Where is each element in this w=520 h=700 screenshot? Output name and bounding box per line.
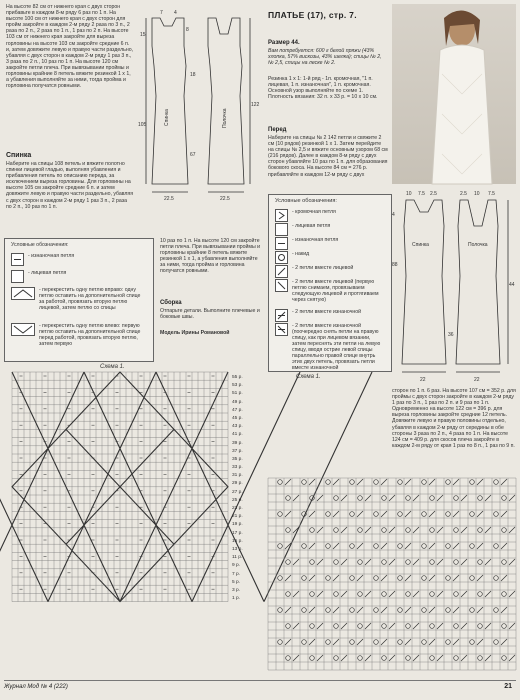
yarn-over-mark [398,576,403,581]
legend-right-box [268,194,392,372]
row-number-label: 19 р. [232,522,243,528]
pattern-diagram-a [138,6,258,206]
dim-a-1: 7 [160,10,163,16]
yarn-over-mark [374,640,379,645]
legend-row-cross-left [11,323,145,347]
legend-row-p2tog-tbl [275,323,384,369]
yarn-over-mark [478,528,483,533]
dim-a-0: 15 [140,32,146,38]
row-number-label: 35 р. [232,456,243,462]
dim-a-9: 22.5 [220,196,230,202]
yarn-over-mark [334,656,339,661]
dim-b-3: 2.5 [460,191,467,197]
yarn-over-mark [430,624,435,629]
row-number-label: 43 р. [232,424,243,430]
dim-a-5: 122 [251,102,260,108]
legend-row-cross-right [11,287,145,311]
yarn-over-mark [470,544,475,549]
knit-symbol [11,270,24,283]
yarn-over-mark [286,560,291,565]
yarn-over-mark [382,560,387,565]
row-number-label: 9 р. [232,563,241,569]
row-number-label: 51 р. [232,391,243,397]
dim-a-6: 18 [190,72,196,78]
yarn-over-mark [358,656,363,661]
yarn-over-mark [422,576,427,581]
row-number-label: 41 р. [232,432,243,438]
yarn-over-mark [334,560,339,565]
spinka-text: Наберите на спицы 108 петель и вяжите полотно спинки лицевой гладью, выполняя убавления и прибавления петель по описанию переда, за исключением выреза горловины. Для горловины на высоте 105 см закройте средние 6 п. и затем довяжите левую и правую части раздельно, убавляя с двух сторон в каждом 2-м ряду 1 раз 3 п., 2 раза по 2 п., 10 раз по 1 п. [6,161,135,210]
yarn-over-mark [350,512,355,517]
yarn-over-mark [350,640,355,645]
row-number-label: 33 р. [232,465,243,471]
legend-right-text-3: - изнаночная петля [292,237,339,243]
p2tog-tbl-symbol [275,323,288,336]
yarn-over-mark [478,592,483,597]
yarn-over-mark [406,560,411,565]
yarn-over-mark [302,480,307,485]
label-polochka-a: Полочка [222,108,228,128]
schema1-right-label: Схема 1. [296,374,321,380]
yarn-over-mark [470,512,475,517]
legend-row-ssk [275,279,382,303]
purl-symbol-r [275,237,288,250]
legend-row-knit-r [275,223,382,236]
edge-stitch-symbol [275,209,288,222]
dim-b-8: 22 [420,377,426,383]
yarn-over-mark [326,544,331,549]
pered-title: Перед [268,127,287,133]
row-number-label: 29 р. [232,481,243,487]
yarn-over-mark [398,512,403,517]
yarn-over-mark [494,576,499,581]
yarn-over-mark [286,656,291,661]
size-title: Размер 44. [268,40,300,46]
row-number-label: 17 р. [232,530,243,536]
row-number-label: 11 р. [232,555,243,561]
cross-left-symbol [11,323,35,336]
yarn-over-mark [446,512,451,517]
yarn-over-mark [398,480,403,485]
yarn-over-mark [302,640,307,645]
yarn-over-mark [454,528,459,533]
dim-a-7: 67 [190,152,196,158]
row-number-label: 39 р. [232,440,243,446]
footer-page-number: 21 [504,683,512,690]
dim-a-8: 22.5 [164,196,174,202]
legend-row-edge [275,209,382,222]
yarn-over-mark [502,560,507,565]
cross-right-symbol [11,287,35,300]
dim-b-5: 7.5 [488,191,495,197]
row-number-label: 45 р. [232,415,243,421]
pattern-text: Резинка 1 х 1: 1-й ряд - 1п. кромочная, "1 п. лицевая, 1 п. изнаночная", 1 п. кромочная. Основной узор выполняйте по схеме 1. Плотность вязания: 32 п. х 33 р. = 10 х 10 см. [268,76,378,101]
yarn-over-mark [286,624,291,629]
row-number-label: 53 р. [232,383,243,389]
row-number-label: 3 р. [232,587,241,593]
yarn-over-mark [350,576,355,581]
yarn-over-mark [422,480,427,485]
yarn-over-mark [406,656,411,661]
yarn-over-mark [278,512,283,517]
yarn-over-mark [502,624,507,629]
yarn-over-mark [382,656,387,661]
dim-a-3: 8 [186,27,189,33]
yarn-over-mark [286,592,291,597]
row-number-label: 47 р. [232,407,243,413]
yarn-over-mark [302,544,307,549]
row-number-label: 23 р. [232,506,243,511]
row-number-label: 13 р. [232,546,243,552]
yarn-over-mark [374,608,379,613]
yarn-over-mark [494,608,499,613]
yarn-over-mark [326,640,331,645]
yarn-over-mark [502,592,507,597]
yarn-over-mark [374,576,379,581]
yarn-over-mark [358,560,363,565]
legend-row-knit [11,270,138,283]
legend-row-purl-r [275,237,382,250]
yarn-over-mark [422,512,427,517]
yarn-over-mark [358,496,363,501]
pered-text: Наберите на спицы № 2 142 петли и свяжите 2 см (10 рядов) резинкой 1 х 1. Затем перейдите на спицы № 2,5 и вяжите основным узором 68 см (216 рядов). Далее в каждом 8-м ряду с двух сторон убавляйте 10 раз по 1 п. для образования бокового скоса. На высоте 84 см = 276 р. прибавляйте в каждом 12-м ряду с двух [268,135,390,178]
legend-right-text-7: - 2 петли вместе изнаночной [292,309,362,315]
row-number-label: 1 р. [232,596,241,602]
row-number-label: 49 р. [232,399,243,405]
yarn-over-mark [334,624,339,629]
legend-left-text-4: - перекрестить одну петлю влево: первую петлю оставить на дополнительной спице перед работой, провязать вторую петлю, затем первую [39,323,142,347]
yarn-over-mark [358,624,363,629]
yarn-over-mark [334,592,339,597]
dim-b-1: 7.5 [418,191,425,197]
yarn-over-mark [326,512,331,517]
yarn-over-mark [310,528,315,533]
pattern-diagram-b [392,186,516,386]
row-number-column [232,374,258,603]
yarn-over-mark [382,592,387,597]
legend-right-text-4: - накид [292,251,310,257]
yarn-over-mark [302,608,307,613]
purl-symbol [11,253,24,266]
legend-left-text-2: - лицевая петля [28,270,67,276]
yarn-over-mark [430,528,435,533]
dim-a-4: 105 [138,122,147,128]
row-number-label: 25 р. [232,497,243,503]
yarn-over-mark [398,544,403,549]
yarn-over-mark [422,544,427,549]
legend-row-purl [11,253,138,266]
legend-right-text-8: - 2 петли вместе изнаночной (поочередно снять петли на правую спицу, как при лицевом вязании, затем переснять эти петли на левую спицу, вводя острие левой спицы параллельно правой спице внутрь этих двух петель, провязать петли вместе изнаночной [292,323,382,371]
dim-b-11: 44 [509,282,515,288]
yarn-over-mark [502,656,507,661]
yarn-over-mark [382,624,387,629]
yarn-over-mark [470,608,475,613]
yarn-over-mark [406,496,411,501]
yarn-over-mark [502,528,507,533]
row-number-label: 31 р. [232,473,243,479]
yarn-over-mark [310,592,315,597]
yarn-over-mark [310,624,315,629]
ssk-symbol [275,279,288,292]
row-number-label: 27 р. [232,489,243,495]
yarn-over-mark [478,656,483,661]
dim-b-2: 2.5 [430,191,437,197]
yarn-over-mark [334,496,339,501]
legend-row-k2tog [275,265,382,278]
legend-row-p2tog [275,309,382,322]
yarn-over-mark [430,656,435,661]
yarn-over-mark [350,480,355,485]
yarn-over-mark [470,576,475,581]
yarn-over-mark [494,480,499,485]
yarn-over-mark [406,528,411,533]
label-spinka-a: Спинка [164,109,170,126]
yarn-over-mark [494,512,499,517]
yarn-over-mark [446,544,451,549]
yarn-over-mark [382,528,387,533]
yarn-over-mark [286,528,291,533]
yarn-over-mark [358,528,363,533]
yarn-over-mark [446,576,451,581]
yarn-over-mark [358,592,363,597]
row-number-label: 7 р. [232,571,241,577]
yarn-over-mark [470,480,475,485]
row-number-label: 21 р. [232,514,243,520]
yarn-over-mark [302,512,307,517]
knit-symbol-r [275,223,288,236]
yarn-over-mark [310,496,315,501]
yarn-over-mark [286,496,291,501]
yarn-over-mark [350,544,355,549]
yarn-over-mark [502,496,507,501]
dim-a-2: 4 [174,10,177,16]
sborka-title: Сборка [160,300,182,306]
yarn-over-mark [470,640,475,645]
yarn-over-mark [326,480,331,485]
p2tog-symbol [275,309,288,322]
yarn-over-mark [278,608,283,613]
yarn-over-mark [374,512,379,517]
dim-b-9: 22 [474,377,480,383]
label-spinka-b: Спинка [412,242,429,248]
row-number-label: 55 р. [232,375,243,380]
author: Модель Ирины Романовой [160,330,230,336]
yarn-over-mark [334,528,339,533]
yarn-over-mark [310,560,315,565]
legend-left-text-3: - перекрестить одну петлю вправо: одну петлю оставить на дополнительной спице за работой, провязать вторую петлю лицевой, затем петлю со спицы [39,287,142,311]
legend-right-title: Условные обозначения: [275,198,337,204]
yarn-over-mark [446,480,451,485]
yarn-over-mark [478,624,483,629]
yarn-over-mark [446,640,451,645]
dim-b-6: 88 [392,262,398,268]
stitch-chart-b [268,478,516,674]
yarn-over-mark [454,592,459,597]
yarn-over-mark [430,592,435,597]
k2tog-symbol [275,265,288,278]
yarn-over-mark [430,496,435,501]
yarn-over-mark [278,640,283,645]
yarn-over-mark [406,624,411,629]
legend-row-yo [275,251,382,264]
legend-right-text-5: - 2 петли вместе лицевой [292,265,354,271]
yarn-over-symbol [275,251,288,264]
sborka-text: Отпарьте детали. Выполните плечевые и боковые швы. [160,308,262,321]
label-polochka-b: Полочка [468,242,488,248]
yarn-over-mark [494,640,499,645]
legend-left-title: Условные обозначения: [11,242,69,248]
yarn-over-mark [422,640,427,645]
page-footer [4,680,516,695]
yarn-over-mark [398,608,403,613]
yarn-over-mark [446,608,451,613]
yarn-over-mark [494,544,499,549]
right-instructions: сторон по 1 п. 6 раз. На высоте 107 см = 352 р. для проймы с двух сторон закройте в каждом 2-м ряду 1 раз по 3 п., 1 раз по 2 п. и 9 раз по 1 п. Одновременно на высоте 122 см = 396 р. для выреза горловины закройте средние 12 петель. Довяжите левую и правую половины отдельно, убавляя в каждом 2-м ряду от середины в обе стороны 3 раза по 2 п., 4 раза по 1 п. На высоте 124 см = 409 р. для скосов плеча закройте в каждом 2-м ряду от края 1 раз по 8 п., 1 раз по 9 п. [392,388,518,449]
legend-right-text-1: - кромочная петля [292,209,336,215]
yarn-over-mark [326,576,331,581]
legend-left-text-1: - изнаночная петля [28,253,75,259]
yarn-over-mark [478,496,483,501]
yarn-over-mark [382,496,387,501]
yarn-over-mark [310,656,315,661]
left-instructions: На высоте 82 см от нижнего края с двух сторон прибавьте в каждом 8-м ряду 6 раз по 1 п. На высоте 100 см от нижнего края с двух сторон для пройм закройте в каждом 2-м ряду 2 раза по 3 п., 2 раза по 2 п., 2 раза по 1 п., 1 раз по 2 п. На высоте 103 см от нижнего края закройте для выреза горловины на высоте 103 см закройте средние 6 п. и, затем довяжите левую и правую части раздельно, убавляя с двух сторон в каждом 2-м ряду 1 раз 3 п., 3 раза по 2 п., 10 раз по 1 п. На высоте 120 см закройте петли плеча. При вывязывании проймы и горловины крайние 8 петель вяжите резинкой 1 х 1, а убавления выполняйте за ними, тогда пройма и горловина получатся ровными. [6,4,135,90]
mid-instructions: 10 раз по 1 п. На высоте 120 см закройте петли плеча. При вывязывании проймы и горловины крайние 8 петель вяжите резинкой 1 х 1, а убавления выполняйте за ними, тогда пройма и горловина получатся ровными. [160,238,262,275]
materials: Вам потребуется: 600 г белой пряжи (43% хлопка, 57% вискозы, 43% шелка); спицы № 2, № 2,5, спицы на леске № 2. [268,48,383,67]
yarn-over-mark [326,608,331,613]
footer-magazine: Журнал Мод № 4 (222) [4,684,68,690]
schema1-left-label: Схема 1. [100,364,125,370]
yarn-over-mark [278,480,283,485]
yarn-over-mark [374,480,379,485]
stitch-chart-a [12,372,264,612]
yarn-over-mark [278,576,283,581]
dress-title: ПЛАТЬЕ (17), стр. 7. [268,10,357,20]
dim-b-10: 4 [392,212,395,218]
yarn-over-mark [406,592,411,597]
dim-b-4: 10 [474,191,480,197]
yarn-over-mark [422,608,427,613]
yarn-over-mark [454,496,459,501]
legend-left-box [4,238,154,362]
yarn-over-mark [302,576,307,581]
dim-b-7: 36 [448,332,454,338]
model-photo [392,4,516,184]
row-number-label: 37 р. [232,448,243,454]
legend-right-text-6: - 2 петли вместе лицевой (первую петлю снимаем, провязываем следующую лицевой и протягиваем через снятую) [292,279,381,303]
row-number-label: 5 р. [232,579,241,585]
legend-right-text-2: - лицевая петля [292,223,331,229]
yarn-over-mark [350,608,355,613]
row-number-label: 15 р. [232,538,243,544]
yarn-over-mark [454,656,459,661]
spinka-title: Спинка [6,152,32,159]
yarn-over-mark [278,544,283,549]
yarn-over-mark [430,560,435,565]
yarn-over-mark [398,640,403,645]
yarn-over-mark [374,544,379,549]
dim-b-0: 10 [406,191,412,197]
yarn-over-mark [454,624,459,629]
yarn-over-mark [454,560,459,565]
yarn-over-mark [478,560,483,565]
